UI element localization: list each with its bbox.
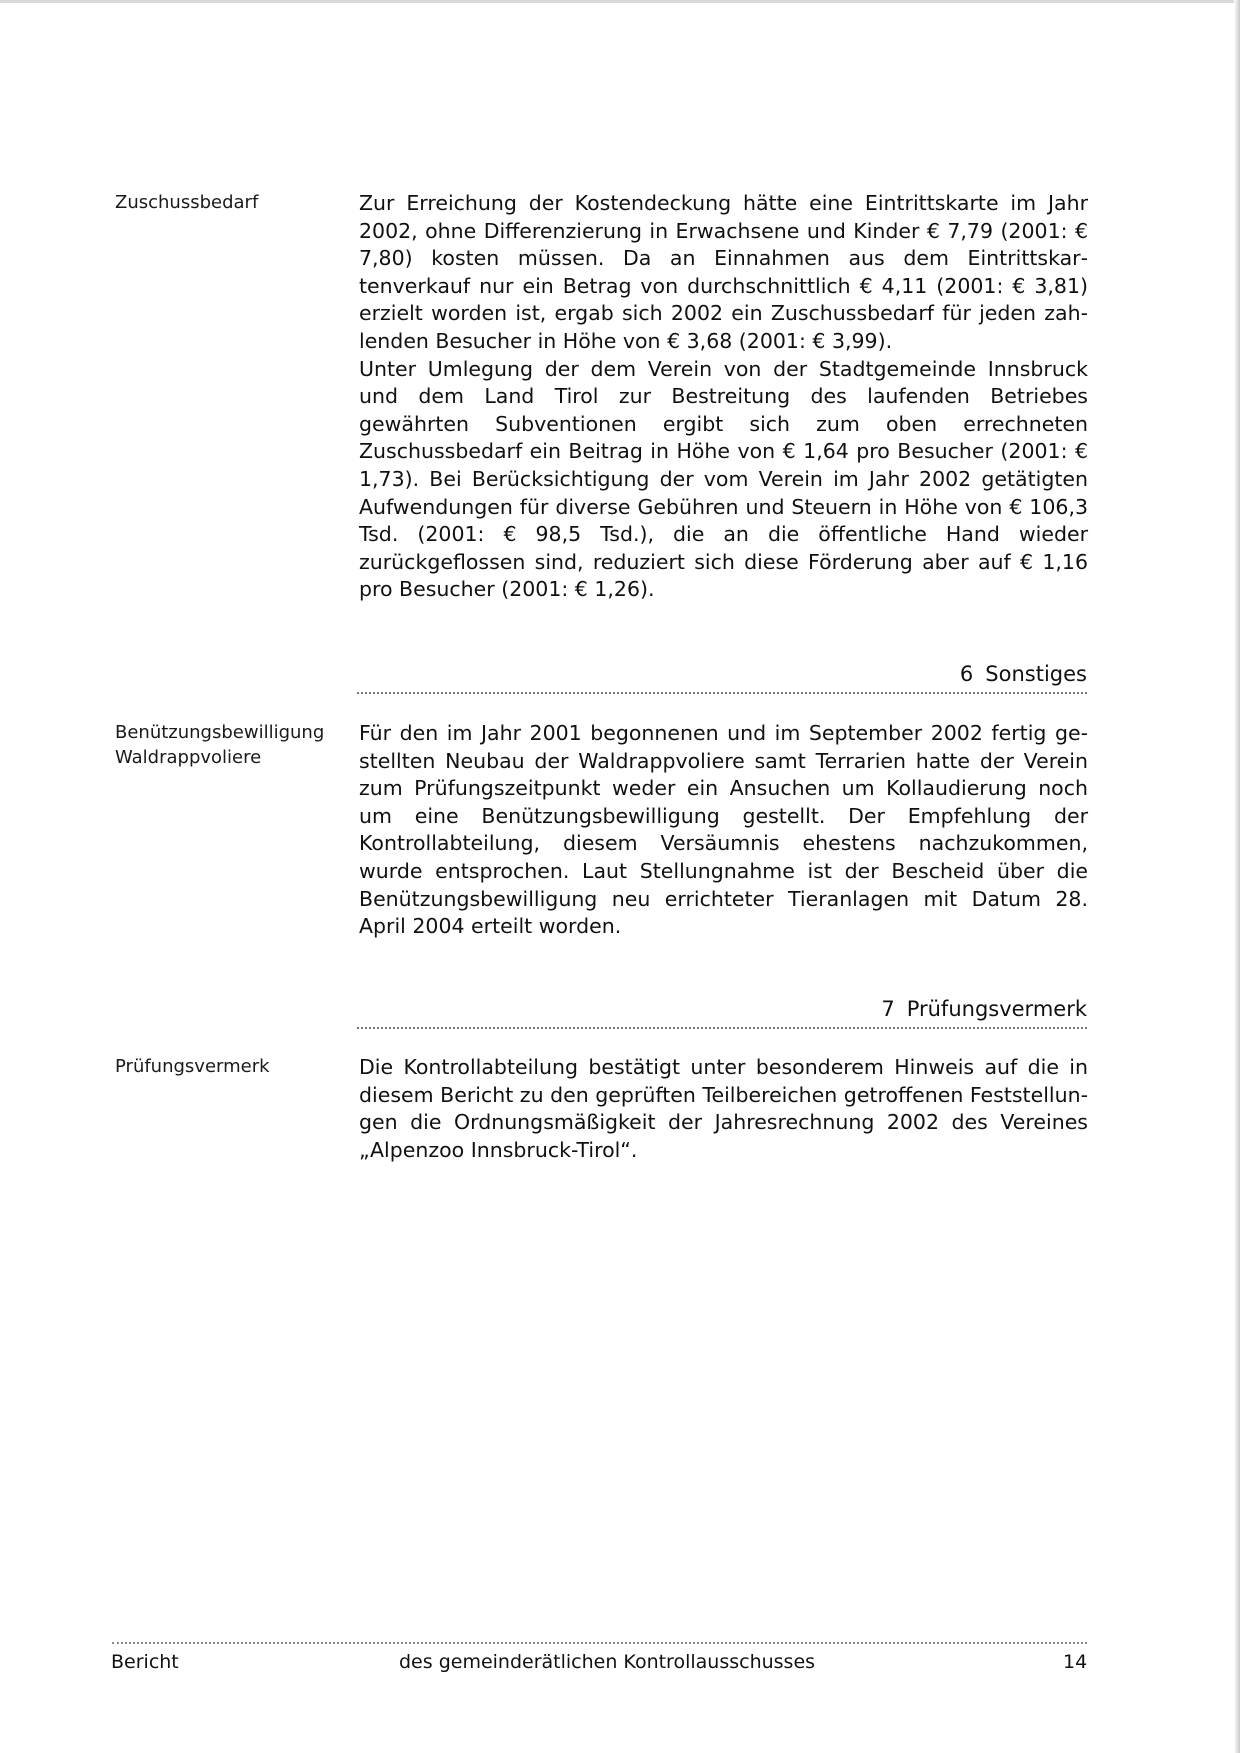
section-number: 6 [959, 662, 974, 686]
page-edge-right [1234, 0, 1240, 1753]
paragraph-zuschussbedarf [359, 190, 1088, 604]
section-number: 7 [881, 997, 895, 1021]
section-title: Prüfungsvermerk [906, 997, 1087, 1021]
section-title: Sonstiges [985, 662, 1087, 686]
margin-label-line: Benützungsbewilligung [115, 722, 325, 743]
margin-label-pruefungsvermerk: Prüfungsvermerk [115, 1056, 270, 1077]
paragraph-pruefungsvermerk [359, 1054, 1088, 1164]
paragraph-sonstiges-text: Für den im Jahr 2001 begonnenen und im September 2002 fertig gestellten Neubau der Waldrappvoliere samt Terrarien hatte der Verein zum Prüfungszeitpunkt weder ein Ansuchen um Kollaudierung noch um eine Benützungsbewilligung gestellt. Der Empfehlung der Kontrollabteilung, diesem Versäumnis ehestens nachzukommen, wurde entsprochen. Laut Stellungnahme ist der Bescheid über die Benützungsbewilligung neu errichteter Tieranlagen mit Datum 28. April 2004 erteilt worden. [359, 721, 1088, 939]
paragraph-pruefungsvermerk-text: Die Kontrollabteilung bestätigt unter besonderem Hinweis auf die in diesem Bericht zu den geprüften Teilbereichen getroffenen Feststellungen die Ordnungsmäßigkeit der Jahresrechnung 2002 des Vereines „Alpenzoo Innsbruck-Tirol“. [359, 1055, 1088, 1162]
footer-center: des gemeinderätlichen Kontrollausschusses [399, 1651, 816, 1673]
paragraph-zuschussbedarf-1: Zur Erreichung der Kostendeckung hätte eine Eintrittskarte im Jahr 2002, ohne Differenzierung in Erwachsene und Kinder € 7,79 (2001: € 7,80) kosten müssen. Da an Einnahmen aus dem Eintrittskartenverkauf nur ein Betrag von durchschnittlich € 4,11 (2001: € 3,81) erzielt worden ist, ergab sich 2002 ein Zuschussbedarf für jeden zahlenden Besucher in Höhe von € 3,68 (2001: € 3,99). [359, 191, 1088, 353]
margin-label-benuetzungsbewilligung [115, 720, 340, 770]
page-number: 14 [1063, 1651, 1088, 1673]
footer-left: Bericht [111, 1651, 179, 1673]
margin-label-zuschussbedarf: Zuschussbedarf [115, 192, 259, 213]
paragraph-zuschussbedarf-2: Unter Umlegung der dem Verein von der Stadtgemeinde Innsbruck und dem Land Tirol zur Bestreitung des laufenden Betriebes gewährten Subventionen ergibt sich zum oben errechneten Zuschussbedarf ein Beitrag in Höhe von € 1,64 pro Besucher (2001: € 1,73). Bei Berücksichtigung der vom Verein im Jahr 2002 getätigten Aufwendungen für diverse Gebühren und Steuern in Höhe von € 106,3 Tsd. (2001: € 98,5 Tsd.), die an die öffentliche Hand wieder zurückgeflossen sind, reduziert sich diese Förderung aber auf € 1,16 pro Besucher (2001: € 1,26). [359, 356, 1088, 602]
section-heading-pruefungsvermerk [357, 993, 1087, 1029]
margin-label-line: Waldrappvoliere [115, 747, 262, 768]
section-heading-sonstiges [357, 658, 1087, 694]
page-edge-top [0, 0, 1240, 3]
paragraph-sonstiges [359, 720, 1088, 941]
footer-rule [112, 1642, 1087, 1644]
